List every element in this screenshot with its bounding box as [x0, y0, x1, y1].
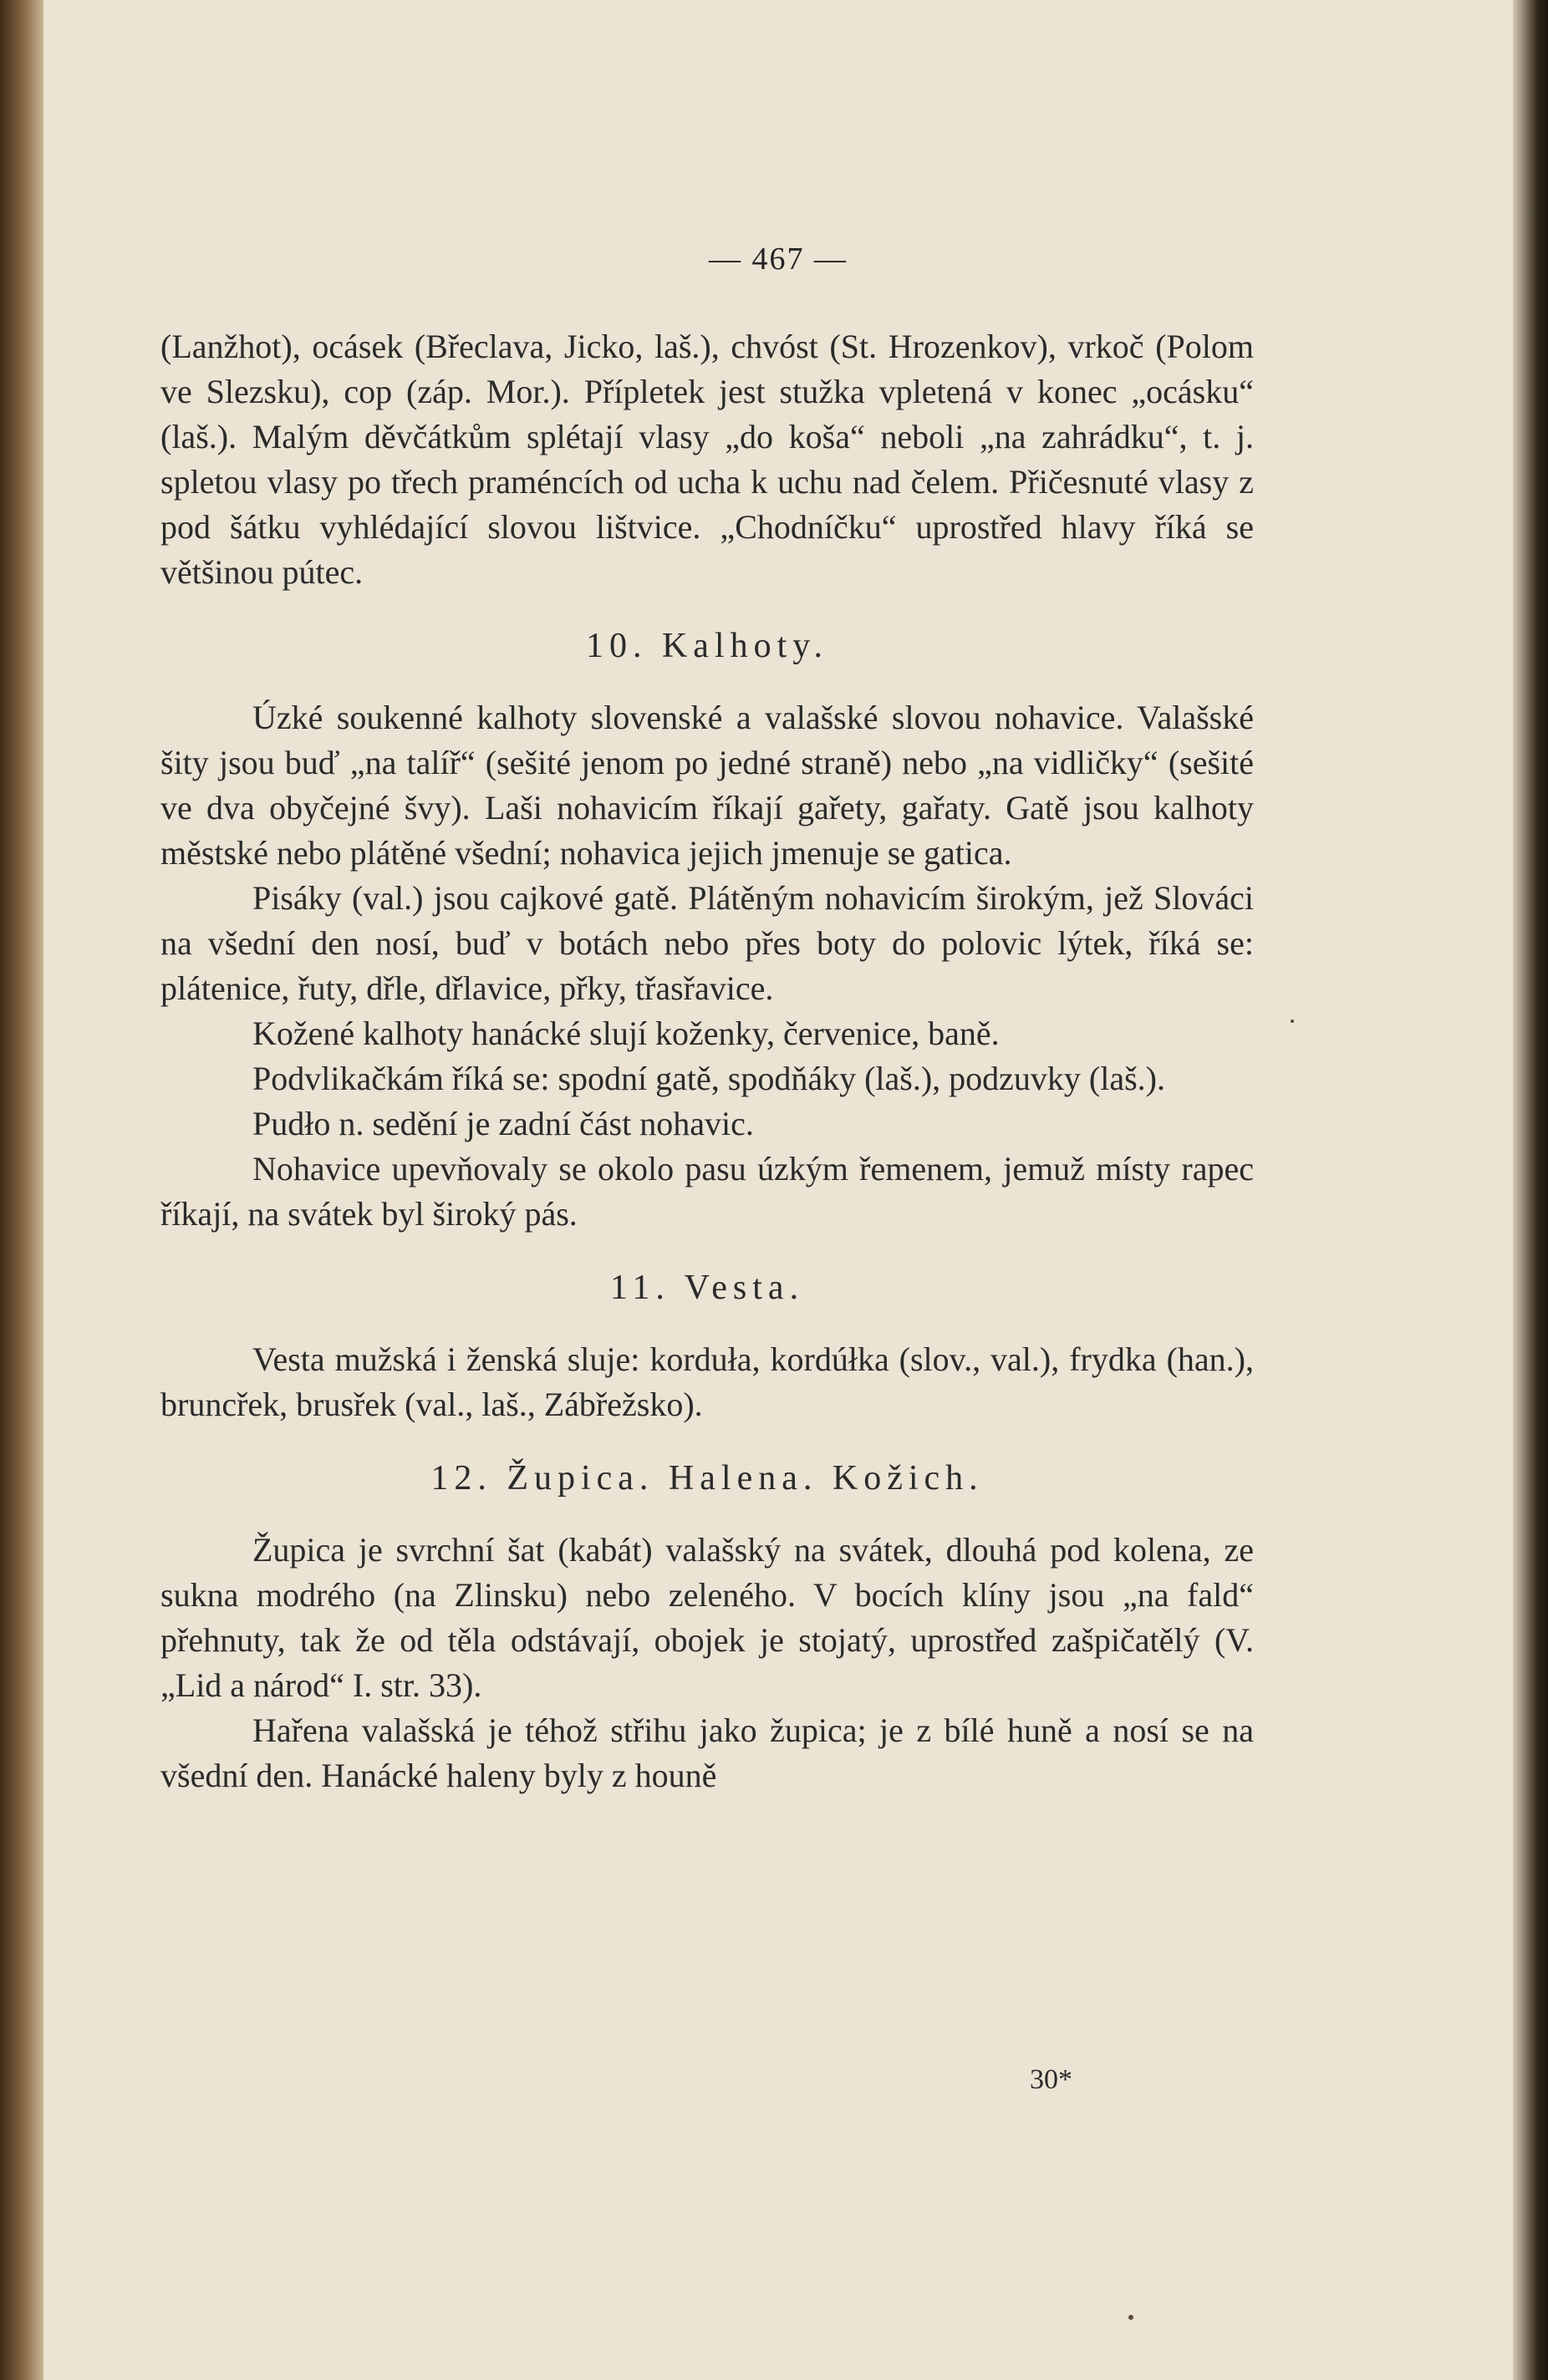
- paragraph-kalhoty-6: Nohavice upevňovaly se okolo pasu úzkým řemenem, jemuž místy rapec říkají, na svátek byl široký pás.: [160, 1150, 1254, 1233]
- paragraph-kalhoty-1: Úzké soukenné kalhoty slovenské a valašské slovou nohavice. Valašské šity jsou buď „na talíř“ (sešité jenom po jedné straně) nebo „na vidličky“ (sešité ve dva obyčejné švy). Laši nohavicím říkají gařety, gařaty. Gatě jsou kalhoty městské nebo plátěné všední; nohavica jejich jmenuje se gatica.: [160, 699, 1254, 872]
- section-heading-kalhoty: 10. Kalhoty.: [585, 627, 829, 665]
- book-spine-shadow: [0, 0, 43, 2380]
- paragraph-zupica: Župica je svrchní šat (kabát) valašský na svátek, dlouhá pod kolena, ze sukna modrého (na Zlinsku) nebo zeleného. V bocích klíny jsou „na fald“ přehnuty, tak že od těla odstávají, obojek je stojatý, uprostřed zašpičatělý (V. „Lid a národ“ I. str. 33).: [160, 1531, 1254, 1704]
- paper-speck: [1128, 2315, 1133, 2320]
- paragraph-kalhoty-4: Podvlikačkám říká se: spodní gatě, spodňáky (laš.), podzuvky (laš.).: [252, 1060, 1165, 1097]
- section-heading-zupica: 12. Župica. Halena. Kožich.: [430, 1459, 984, 1498]
- page-sheet: [43, 0, 1513, 2380]
- paper-speck: [1291, 1020, 1294, 1023]
- paragraph-hair: (Lanžhot), ocásek (Břeclava, Jicko, laš.), chvóst (St. Hrozenkov), vrkoč (Polom ve Slezsku), cop (záp. Mor.). Přípletek jest stužka vpletená v konec „ocásku“ (laš.). Malým děvčátkům splétají vlasy „do koša“ neboli „na zahrádku“, t. j. spletou vlasy po třech praméncích od ucha k uchu nad čelem. Přičesnuté vlasy z pod šátku vyhlédající slovou lištvice. „Chodníčku“ uprostřed hlavy říká se většinou pútec.: [160, 328, 1254, 591]
- paragraph-halena: Hařena valašská je téhož střihu jako župica; je z bílé huně a nosí se na všední den. Hanácké haleny byly z houně: [160, 1711, 1254, 1794]
- paragraph-kalhoty-3: Kožené kalhoty hanácké slují koženky, červenice, baně.: [252, 1015, 1000, 1052]
- printer-signature-mark: 30*: [1030, 2064, 1072, 2095]
- paragraph-kalhoty-5: Pudło n. sedění je zadní část nohavic.: [252, 1105, 754, 1142]
- page-number: — 467 —: [709, 242, 848, 277]
- page-edge-shadow: [1513, 0, 1548, 2380]
- paragraph-vesta: Vesta mužská i ženská sluje: kordułа, kordúłka (slov., val.), frydka (han.), bruncřek, brusřek (val., laš., Zábřežsko).: [160, 1340, 1254, 1423]
- section-heading-vesta: 11. Vesta.: [609, 1269, 805, 1307]
- page-body: [160, 324, 1254, 1798]
- paragraph-kalhoty-2: Pisáky (val.) jsou cajkové gatě. Plátěným nohavicím širokým, jež Slováci na všední den nosí, buď v botách nebo přes boty do polovic lýtek, říká se: plátenice, řuty, dřle, dřlavice, přky, třasřavice.: [160, 879, 1254, 1007]
